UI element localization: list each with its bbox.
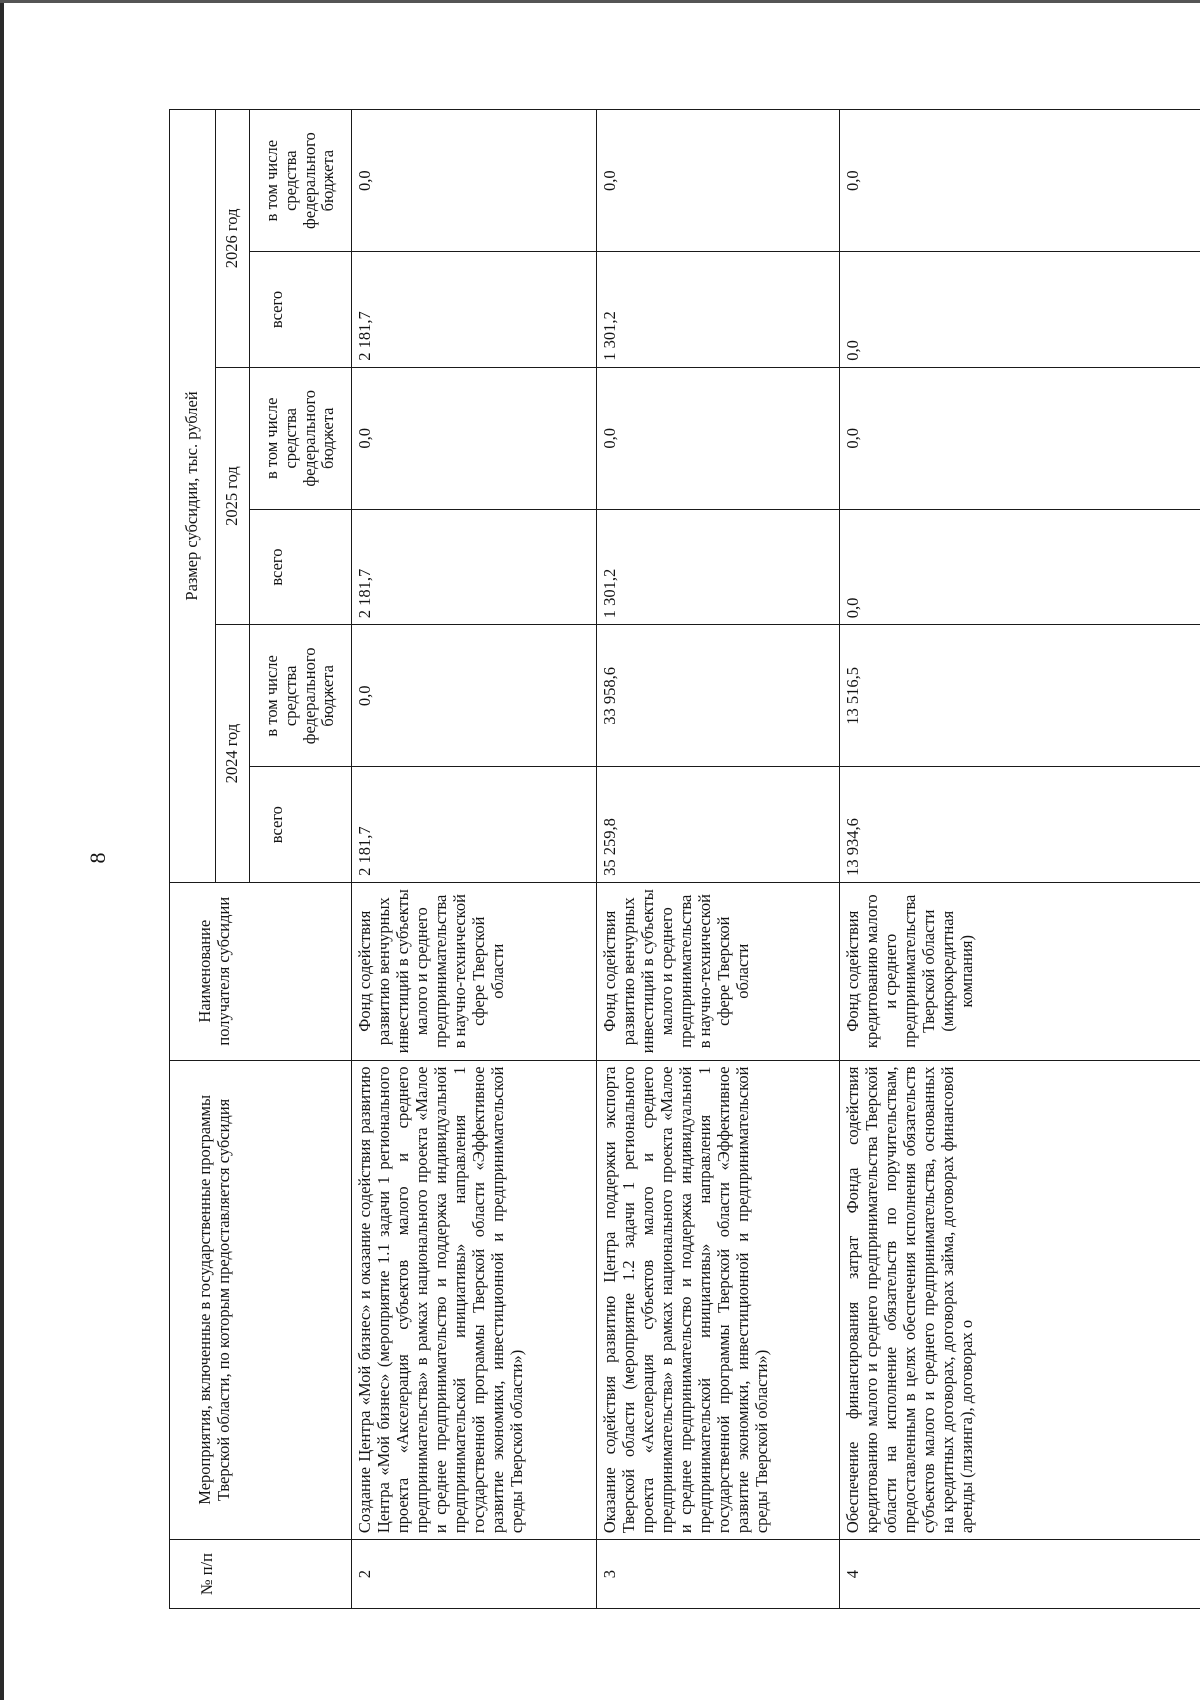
row-2026-total: 0,0 <box>840 252 1200 367</box>
table-row <box>840 110 1200 1609</box>
subsidy-table <box>169 109 1200 1609</box>
row-2026-federal: 0,0 <box>597 110 840 252</box>
header-total-2024: всего <box>250 767 352 882</box>
row-2025-total: 0,0 <box>840 509 1200 624</box>
row-2024-total: 2 181,7 <box>352 767 597 882</box>
header-federal-2025: в том числе средства федерального бюджета <box>250 367 352 509</box>
header-recipient: Наименование получателя субсидии <box>170 882 352 1060</box>
header-num: № п/п <box>170 1540 352 1609</box>
header-federal-2024: в том числе средства федерального бюджета <box>250 625 352 767</box>
page-number: 8 <box>85 852 110 864</box>
header-federal-2026: в том числе средства федерального бюджета <box>250 110 352 252</box>
header-year-2026: 2026 год <box>216 110 250 368</box>
row-event: Оказание содействия развитию Центра поддержки экспорта Тверской области (мероприятие 1.2 задачи 1 регионального проекта «Акселерация субъектов малого и среднего предпринимательства» в рамках национального проекта «Малое и среднее предпринимательство и поддержка индивидуальной предпринимательской инициативы» направления 1 государственной программы Тверской области «Эффективное развитие экономики, инвестиционной и предпринимательской среды Тверской области») <box>597 1060 840 1540</box>
row-recipient: Фонд содействия развитию венчурных инвестиций в субъекты малого и среднего предпринимательства в научно-технической сфере Тверской области <box>352 882 597 1060</box>
row-num: 2 <box>352 1540 597 1609</box>
header-subsidy: Размер субсидии, тыс. рублей <box>170 110 216 883</box>
header-event: Мероприятия, включенные в государственные программы Тверской области, по которым предоставляется субсидия <box>170 1060 352 1540</box>
scan-edge-left <box>0 0 4 1700</box>
row-2026-total: 2 181,7 <box>352 252 597 367</box>
row-event: Создание Центра «Мой бизнес» и оказание содействия развитию Центра «Мой бизнес» (мероприятие 1.1 задачи 1 регионального проекта «Акселерация субъектов малого и среднего предпринимательства» в рамках национального проекта «Малое и среднее предпринимательство и поддержка индивидуальной предпринимательской инициативы» направления 1 государственной программы Тверской области «Эффективное развитие экономики, инвестиционной и предпринимательской среды Тверской области») <box>352 1060 597 1540</box>
scan-edge-top <box>0 0 1200 3</box>
row-2024-federal: 13 516,5 <box>840 625 1200 767</box>
header-total-2025: всего <box>250 509 352 624</box>
row-2025-federal: 0,0 <box>840 367 1200 509</box>
row-2024-federal: 33 958,6 <box>597 625 840 767</box>
rotated-table-container <box>169 109 1200 1609</box>
header-year-2024: 2024 год <box>216 625 250 883</box>
header-total-2026: всего <box>250 252 352 367</box>
row-2024-total: 13 934,6 <box>840 767 1200 882</box>
header-year-2025: 2025 год <box>216 367 250 625</box>
row-2025-federal: 0,0 <box>352 367 597 509</box>
row-2025-federal: 0,0 <box>597 367 840 509</box>
row-num: 4 <box>840 1540 1200 1609</box>
row-recipient: Фонд содействия развитию венчурных инвестиций в субъекты малого и среднего предпринимательства в научно-технической сфере Тверской области <box>597 882 840 1060</box>
row-2024-federal: 0,0 <box>352 625 597 767</box>
row-recipient: Фонд содействия кредитованию малого и среднего предпринимательства Тверской области (микрокредитная компания) <box>840 882 1200 1060</box>
row-event: Обеспечение финансирования затрат Фонда содействия кредитованию малого и среднего предпринимательства Тверской области на исполнение обязательств по поручительствам, предоставленным в целях обеспечения исполнения обязательств субъектов малого и среднего предпринимательства, основанных на кредитных договорах, договорах займа, договорах финансовой аренды (лизинга), договорах о <box>840 1060 1200 1540</box>
row-2024-total: 35 259,8 <box>597 767 840 882</box>
row-2026-total: 1 301,2 <box>597 252 840 367</box>
row-num: 3 <box>597 1540 840 1609</box>
row-2026-federal: 0,0 <box>352 110 597 252</box>
row-2025-total: 2 181,7 <box>352 509 597 624</box>
table-row <box>352 110 597 1609</box>
row-2026-federal: 0,0 <box>840 110 1200 252</box>
table-row <box>597 110 840 1609</box>
row-2025-total: 1 301,2 <box>597 509 840 624</box>
